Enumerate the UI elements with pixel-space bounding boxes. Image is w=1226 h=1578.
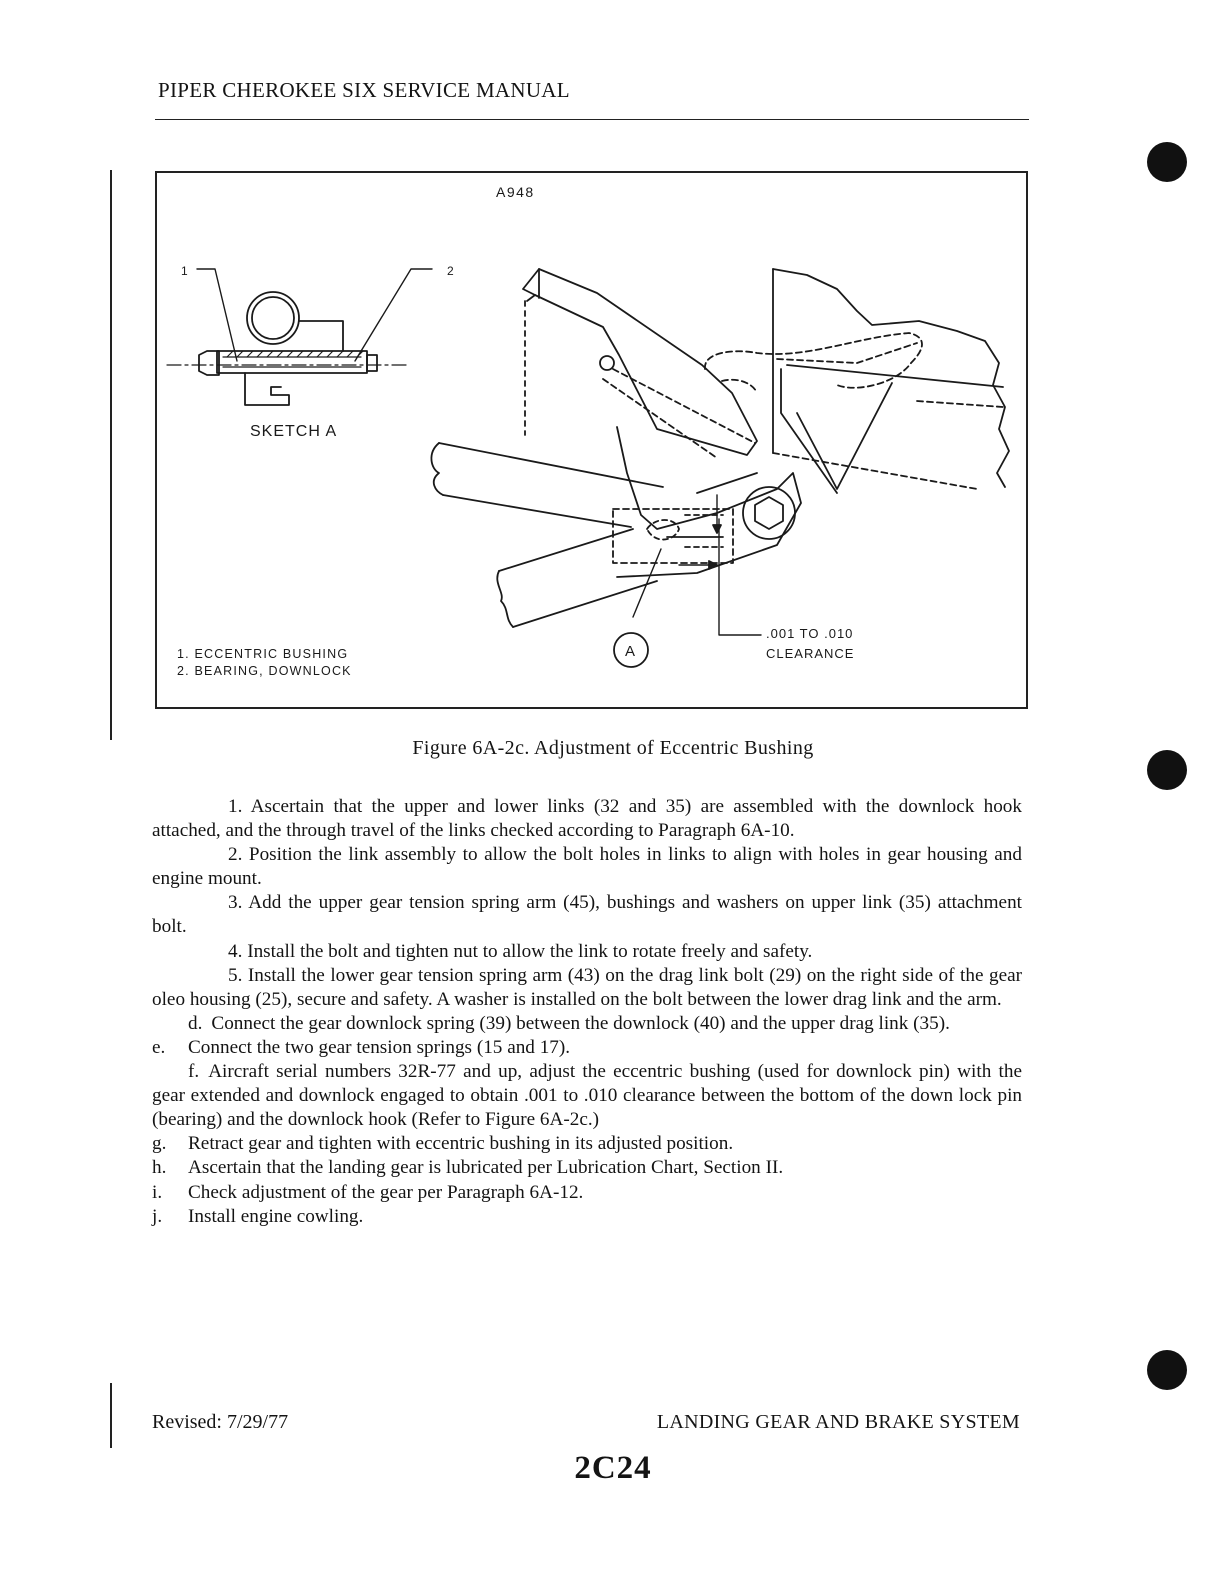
procedure-step xyxy=(152,1036,1022,1060)
step-text: Connect the two gear tension springs (15 and 17). xyxy=(188,1036,571,1058)
view-a-letter: A xyxy=(625,643,636,660)
legend-item-bearing-downlock: 2. BEARING, DOWNLOCK xyxy=(177,664,352,678)
figure-code: A948 xyxy=(496,184,535,200)
landing-gear-diagram xyxy=(157,173,1026,707)
change-bar-figure xyxy=(110,170,112,740)
procedure-step xyxy=(152,1060,1022,1132)
step-text: Aircraft serial numbers 32R-77 and up, adjust the eccentric bushing (used for downlock pin) with the gear extended and downlock engaged to obtain .001 to .010 clearance between the bottom of the down lock pin (bearing) and the downlock hook (Refer to Figure 6A-2c.) xyxy=(152,1061,1022,1131)
change-bar-footer xyxy=(110,1383,112,1448)
main-gear-assembly xyxy=(431,269,1009,667)
step-text: Retract gear and tighten with eccentric bushing in its adjusted position. xyxy=(188,1133,734,1155)
callout-2-label: 2 xyxy=(447,264,454,278)
figure-6a-2c xyxy=(155,171,1028,709)
procedure-step xyxy=(152,1181,1022,1205)
step-letter: h. xyxy=(152,1157,167,1179)
punch-hole-bottom xyxy=(1147,1350,1187,1390)
procedure-step xyxy=(152,1156,1022,1180)
clearance-value: .001 TO .010 xyxy=(766,626,854,641)
page-header-title: PIPER CHEROKEE SIX SERVICE MANUAL xyxy=(158,78,570,102)
callout-1-label: 1 xyxy=(181,264,188,278)
header-rule xyxy=(155,119,1029,120)
step-text: Connect the gear downlock spring (39) between the downlock (40) and the upper drag link (35). xyxy=(211,1012,950,1034)
step-letter: d. xyxy=(188,1012,203,1034)
sketch-a-label: SKETCH A xyxy=(250,423,338,440)
section-title: LANDING GEAR AND BRAKE SYSTEM xyxy=(656,1411,1020,1433)
clearance-label: CLEARANCE xyxy=(766,646,855,661)
procedure-paragraph: 4. Install the bolt and tighten nut to allow the link to rotate freely and safety. xyxy=(228,940,813,962)
step-letter: e. xyxy=(152,1036,166,1058)
procedure-text xyxy=(152,795,1022,1229)
procedure-step xyxy=(152,1205,1022,1229)
punch-hole-top xyxy=(1147,142,1187,182)
page-number: 2C24 xyxy=(574,1450,652,1486)
step-letter: f. xyxy=(188,1061,200,1083)
procedure-paragraph: 1. Ascertain that the upper and lower links (32 and 35) are assembled with the downlock hook attached, and the through travel of the links checked according to Paragraph 6A-10. xyxy=(152,796,1022,842)
step-text: Check adjustment of the gear per Paragraph 6A-12. xyxy=(188,1181,584,1203)
procedure-paragraph: 5. Install the lower gear tension spring arm (43) on the drag link bolt (29) on the right side of the gear oleo housing (25), secure and safety. A washer is installed on the bolt between the lower drag link and the arm. xyxy=(152,964,1022,1010)
procedure-paragraph: 3. Add the upper gear tension spring arm (45), bushings and washers on upper link (35) attachment bolt. xyxy=(152,892,1022,938)
legend-item-eccentric-bushing: 1. ECCENTRIC BUSHING xyxy=(177,647,349,661)
step-letter: j. xyxy=(152,1205,163,1227)
step-letter: g. xyxy=(152,1133,167,1155)
procedure-step xyxy=(152,1132,1022,1156)
sketch-a-detail xyxy=(167,264,454,440)
step-letter: i. xyxy=(152,1181,163,1203)
step-text: Install engine cowling. xyxy=(188,1205,364,1227)
procedure-step xyxy=(152,1012,1022,1036)
step-text: Ascertain that the landing gear is lubricated per Lubrication Chart, Section II. xyxy=(188,1157,784,1179)
revision-date: Revised: 7/29/77 xyxy=(152,1411,289,1433)
figure-caption: Figure 6A-2c. Adjustment of Eccentric Bushing xyxy=(412,737,814,759)
procedure-paragraph: 2. Position the link assembly to allow the bolt holes in links to align with holes in gear housing and engine mount. xyxy=(152,844,1022,890)
